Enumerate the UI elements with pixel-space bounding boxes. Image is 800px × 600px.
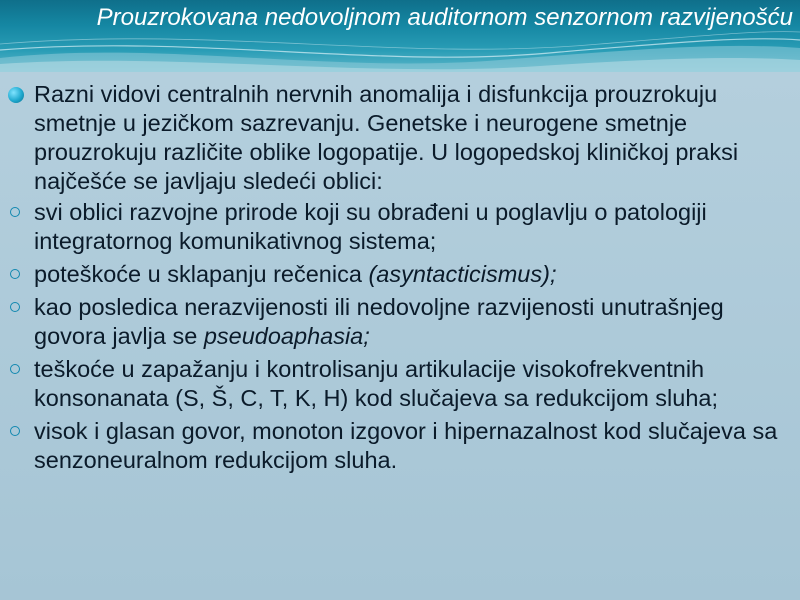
list-item-text: poteškoće u sklapanju rečenica	[34, 261, 369, 287]
slide-content	[8, 80, 790, 479]
list-item-text: visok i glasan govor, monoton izgovor i hipernazalnost kod slučajeva sa senzoneuralnom redukcijom sluha.	[34, 418, 778, 473]
bullet-disc-icon	[8, 87, 24, 103]
bullet-circle-icon	[10, 364, 20, 374]
list-item	[8, 260, 790, 289]
bullet-circle-icon	[10, 207, 20, 217]
list-item	[8, 355, 790, 413]
list-item-text: svi oblici razvojne prirode koji su obrađeni u poglavlju o patologiji integratornog komunikativnog sistema;	[34, 199, 707, 254]
list-item	[8, 198, 790, 256]
bullet-circle-icon	[10, 269, 20, 279]
slide-title: Prouzrokovana nedovoljnom auditornom senzornom razvijenošću	[96, 4, 793, 31]
list-item-italic: (asyntacticismus);	[368, 261, 557, 287]
bullet-circle-icon	[10, 426, 20, 436]
header-band	[0, 0, 800, 72]
bullet-circle-icon	[10, 302, 20, 312]
list-item-italic: pseudoaphasia;	[203, 323, 370, 349]
intro-text: Razni vidovi centralnih nervnih anomalija i disfunkcija prouzrokuju smetnje u jezičkom sazrevanju. Genetske i neurogene smetnje prouzrokuju različite oblike logopatije. U logopedskoj kliničkoj praksi najčešće se javljaju sledeći oblici:	[34, 81, 739, 194]
list-item-text: kao posledica nerazvijenosti ili nedovoljne razvijenosti unutrašnjeg govora javlja se	[34, 294, 724, 349]
list-item	[8, 417, 790, 475]
intro-item	[8, 80, 790, 196]
list-item	[8, 293, 790, 351]
list-item-text: teškoće u zapažanju i kontrolisanju artikulacije visokofrekventnih konsonanata (S, Š, C, T, K, H) kod slučajeva sa redukcijom sluha;	[34, 356, 719, 411]
